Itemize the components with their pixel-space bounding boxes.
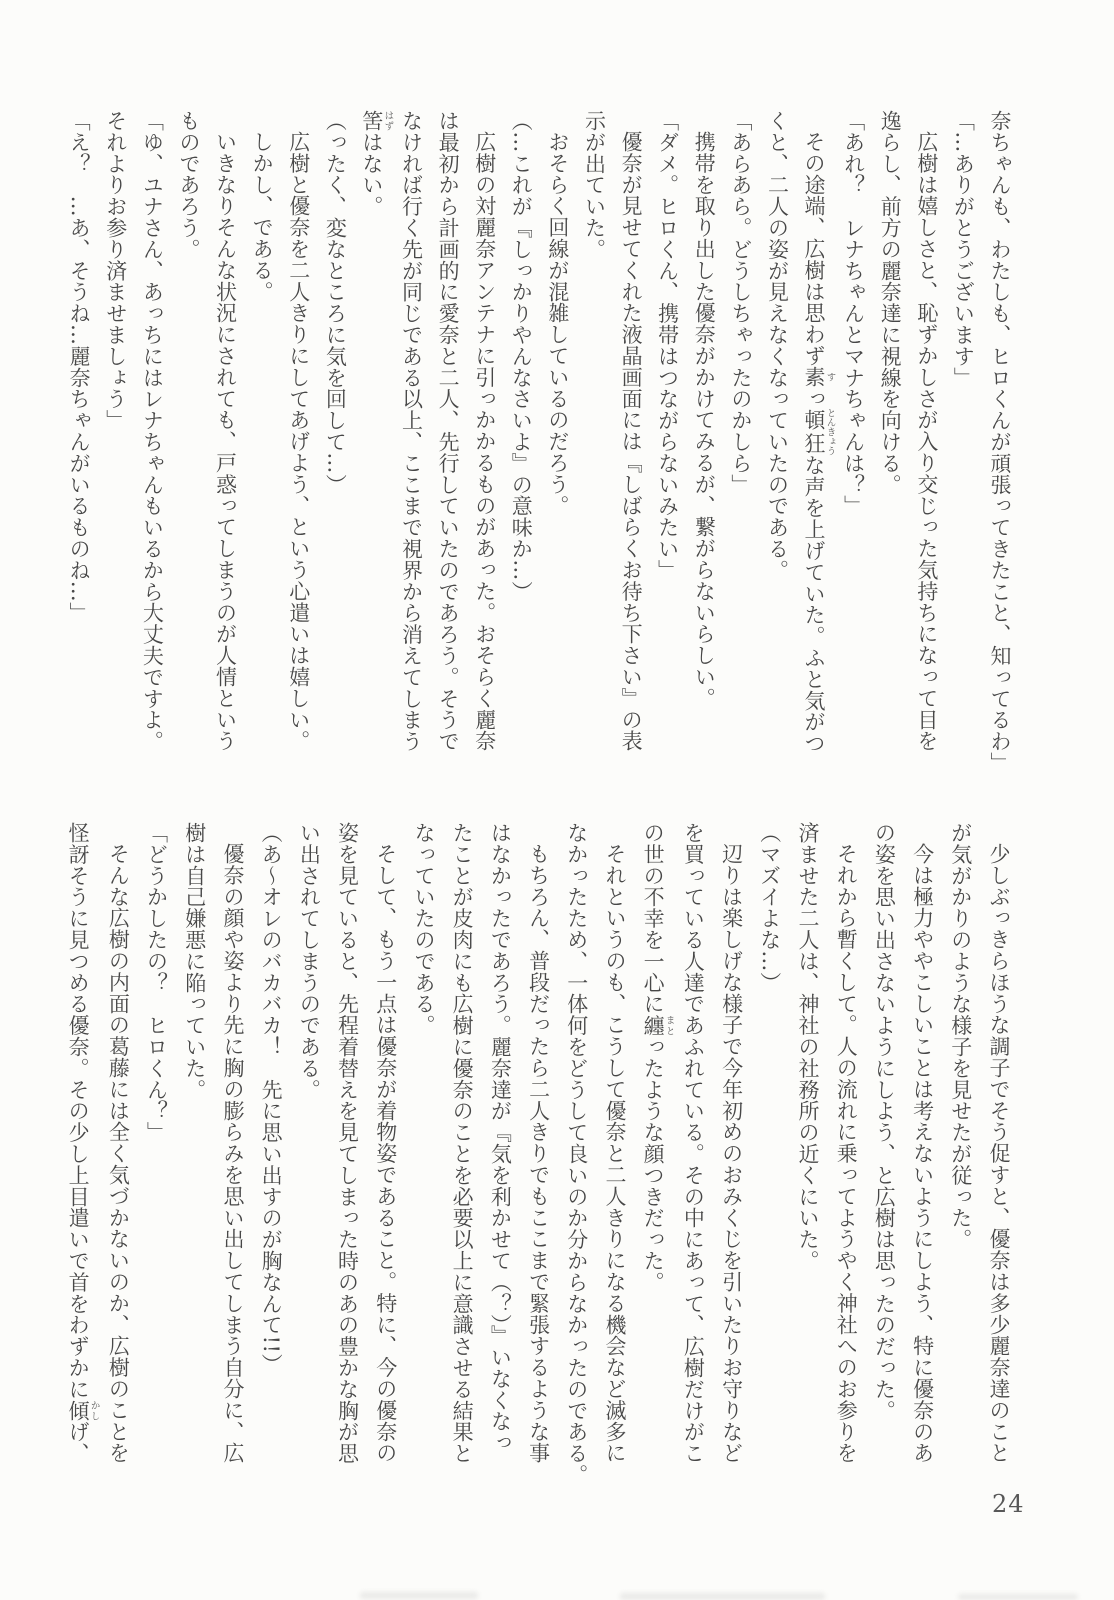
text-column: 「あらあら。どうしちゃったのかしら」 [728, 110, 753, 496]
text-column: 携帯を取り出した優奈がかけてみるが、繋がらないらしい。 [692, 131, 717, 709]
text-column: しかし、である。 [250, 131, 275, 303]
text-column: 少しぶっきらほうな調子でそう促すと、優奈は多少麗奈達のこと [987, 843, 1011, 1464]
text-block-bottom [59, 822, 1018, 1486]
text-column: 今は極力ややこしいことは考えないようにしよう、特に優奈のあ [910, 843, 935, 1464]
text-column: ものであろう。 [176, 110, 201, 260]
text-column: いきなりそんな状況にされても、戸惑ってしまうのが人情という [213, 131, 238, 752]
page-number: 24 [992, 1490, 1025, 1518]
text-column: 優奈が見せてくれた液晶画面には『しばらくお待ち下さい』の表 [619, 131, 644, 752]
text-column: なければ行く先が同じである以上、ここまで視界から消えてしまう [399, 110, 424, 752]
text-column: （マズイよな…） [757, 822, 782, 994]
text-column: 広樹の対麗奈アンテナに引っかかるものがあった。おそらく麗奈 [472, 131, 497, 752]
text-column: はなかったであろう。麗奈達が『気を利かせて（？）』いなくなっ [488, 822, 513, 1454]
text-column: それから暫くして。人の流れに乗ってようやく神社へのお参りを [834, 843, 859, 1464]
text-column: もちろん、普段だったら二人きりでもここまで緊張するような事 [526, 843, 551, 1464]
text-column: 逸らし、前方の麗奈達に視線を向ける。 [878, 110, 903, 496]
text-column: の姿を思い出さないようにしよう、と広樹は思ったのだった。 [872, 822, 897, 1422]
text-column: 辺りは楽しげな様子で今年初めのおみくじを引いたりお守りなど [719, 843, 744, 1464]
text-column: 怪訝そうに見つめる優奈。その少し上目遣いで首をわずかに傾かしげ、 [66, 822, 100, 1465]
text-column: くと、二人の姿が見えなくなっていたのである。 [765, 110, 790, 581]
text-column: （…これが『しっかりやんなさいよ』の意味か…） [509, 110, 534, 603]
text-column: 「…ありがとうございます」 [951, 110, 976, 389]
text-column: おそらく回線が混雑しているのだろう。 [545, 131, 570, 517]
text-column: 「ダメ。ヒロくん、携帯はつながらないみたい」 [655, 110, 680, 581]
text-column: を買っている人達であふれている。その中にあって、広樹だけがこ [681, 822, 706, 1464]
text-column: 「ゆ、ユナさん、あっちにはレナちゃんもいるから大丈夫ですよ。 [140, 110, 165, 752]
text-column: 広樹と優奈を二人きりにしてあげよう、という心遣いは嬉しい。 [286, 131, 311, 752]
scan-artifact [620, 1593, 825, 1600]
text-column: （あ～オレのバカバカ！ 先に思い出すのが胸なんて!!） [259, 822, 284, 1375]
text-column: それよりお参り済ませましょう」 [103, 110, 128, 431]
text-column: そして、もう一点は優奈が着物姿であること。特に、今の優奈の [373, 843, 398, 1464]
text-column: 筈はずはない。 [359, 110, 394, 218]
text-column: たことが皮肉にも広樹に優奈のことを必要以上に意識させる結果と [450, 822, 475, 1464]
text-column: 広樹は嬉しさと、恥ずかしさが入り交じった気持ちになって目を [914, 131, 939, 752]
text-column: なっていたのである。 [411, 822, 436, 1036]
text-column: 「どうかしたの？ ヒロくん？」 [144, 822, 169, 1143]
text-column: なかったため、一体何をどうして良いのか分からなかったのである。 [564, 822, 589, 1486]
text-column: が気がかりのような様子を見せたが従った。 [948, 822, 973, 1250]
text-column: は最初から計画的に愛奈と二人、先行していたのであろう。そうで [436, 110, 461, 752]
text-column: 「え？ …あ、そうね…麗奈ちゃんがいるものね…」 [67, 110, 92, 624]
text-column: （ったく、変なところに気を回して…） [323, 110, 348, 496]
text-column: 奈ちゃんも、わたしも、ヒロくんが頑張ってきたこと、知ってるわ」 [988, 110, 1012, 774]
text-column: それというのも、こうして優奈と二人きりになる機会など滅多に [602, 843, 627, 1464]
text-column: その途端、広樹は思わず素すっ頓狂とんきょうな声を上げていた。ふと気がつ [802, 131, 836, 754]
text-column: の世の不幸を一心に纏まとったような顔つきだった。 [641, 822, 675, 1293]
text-column: 姿を見ていると、先程着替えを見てしまった時のあの豊かな胸が思 [335, 822, 360, 1464]
text-column: 優奈の顔や姿より先に胸の膨らみを思い出してしまう自分に、広 [220, 843, 245, 1464]
text-column: 済ませた二人は、神社の社務所の近くにいた。 [795, 822, 820, 1272]
text-column: 示が出ていた。 [582, 110, 607, 260]
text-column: そんな広樹の内面の葛藤には全く気づかないのか、広樹のことを [106, 843, 131, 1464]
scan-artifact [360, 1592, 478, 1599]
text-column: 樹は自己嫌悪に陥っていた。 [182, 822, 207, 1101]
scan-artifact [958, 1594, 1078, 1600]
text-column: 「あれ？ レナちゃんとマナちゃんは？」 [841, 110, 866, 517]
text-block-top [61, 110, 1018, 790]
text-column: い出されてしまうのである。 [297, 822, 322, 1101]
